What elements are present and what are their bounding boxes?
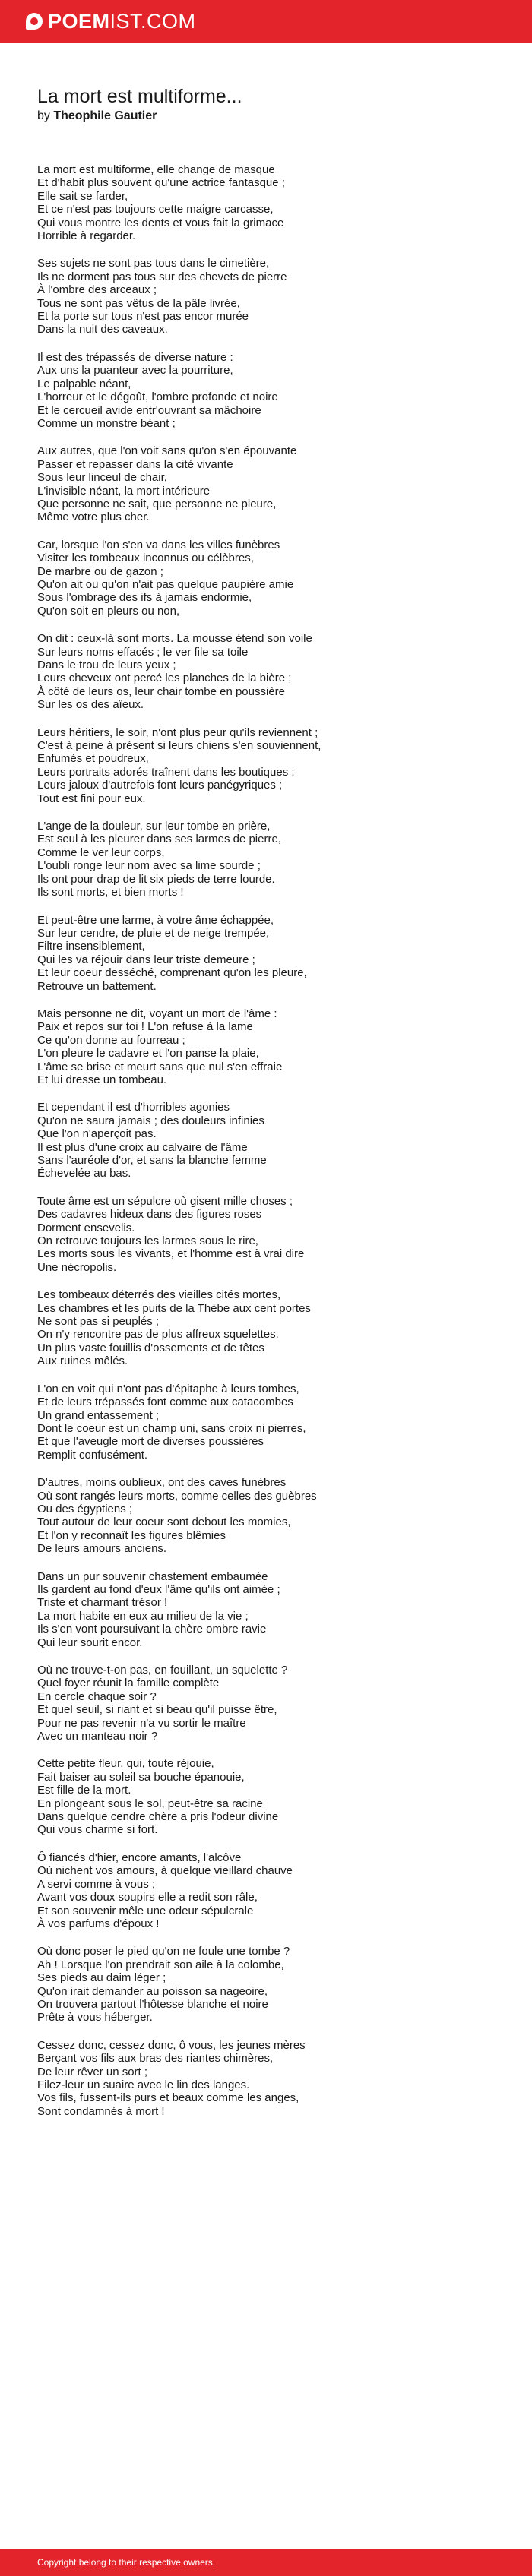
poem-line: Les chambres et les puits de la Thèbe aux cent portes xyxy=(37,1301,311,1315)
poem-line: C'est à peine à présent si leurs chiens s'en souviennent, xyxy=(37,739,321,753)
poem-line: Qui les va réjouir dans leur triste demeure ; xyxy=(37,953,255,966)
poem-line: D'autres, moins oublieux, ont des caves funèbres xyxy=(37,1476,287,1490)
poem-line: Qu'on ait ou qu'on n'ait pas quelque paupière amie xyxy=(37,577,294,591)
stanza xyxy=(37,1476,493,1555)
poem-line: Quel foyer réunit la famille complète xyxy=(37,1677,220,1690)
poem-line: Dans un pur souvenir chastement embaumée xyxy=(37,1569,268,1583)
stanza xyxy=(37,539,493,618)
poem-line: Passer et repasser dans la cité vivante xyxy=(37,457,233,471)
poem-line: Sous leur linceul de chair, xyxy=(37,471,167,485)
byline xyxy=(37,109,493,124)
poem-line: On trouvera partout l'hôtesse blanche et noire xyxy=(37,1997,268,2011)
poem-line: Où ne trouve-t-on pas, en fouillant, un squelette ? xyxy=(37,1664,288,1677)
poem-line: Sous l'ombrage des ifs à jamais endormie, xyxy=(37,591,252,605)
poem-line: À côté de leurs os, leur chair tombe en poussière xyxy=(37,684,286,698)
poem-line: Dont le coeur est un champ uni, sans croix ni pierres, xyxy=(37,1421,306,1435)
poem-line: La mort est multiforme, elle change de masque xyxy=(37,163,275,176)
poem-line: Ne sont pas si peuplés ; xyxy=(37,1315,160,1329)
poem-line: Avec un manteau noir ? xyxy=(37,1730,158,1743)
poem-line: Est seul à les pleurer dans ses larmes de pierre, xyxy=(37,833,281,846)
poem-line: Filtre insensiblement, xyxy=(37,940,145,953)
logo-text-light: IST.COM xyxy=(109,9,196,33)
poem-line: L'oubli ronge leur nom avec sa lime sourde ; xyxy=(37,859,261,873)
speech-bubble-icon xyxy=(26,13,43,30)
poem-line: Paix et repos sur toi ! L'on refuse à la lame xyxy=(37,1020,253,1034)
poem-line: Le palpable néant, xyxy=(37,377,131,390)
poem-line: Qu'on soit en pleurs ou non, xyxy=(37,604,180,618)
poem-line: Fait baiser au soleil sa bouche épanouie, xyxy=(37,1770,245,1784)
poem-line: Triste et charmant trésor ! xyxy=(37,1596,168,1610)
poem-line: Et le cercueil avide entr'ouvrant sa mâchoire xyxy=(37,403,261,417)
poem-line: Et de leurs trépassés font comme aux catacombes xyxy=(37,1395,293,1409)
poem-line: Aux autres, que l'on voit sans qu'on s'en épouvante xyxy=(37,444,297,458)
poem-line: Et leur coeur desséché, comprenant qu'on les pleure, xyxy=(37,966,307,980)
poem-line: L'invisible néant, la mort intérieure xyxy=(37,484,211,498)
poem-line: Il est des trépassés de diverse nature : xyxy=(37,350,233,364)
stanza xyxy=(37,1288,493,1367)
stanza xyxy=(37,1851,493,1930)
poem-line: Dans la nuit des caveaux. xyxy=(37,323,168,337)
stanza xyxy=(37,1945,493,2024)
poem-line: Et cependant il est d'horribles agonies xyxy=(37,1101,230,1114)
stanza xyxy=(37,820,493,899)
stanza xyxy=(37,1664,493,1743)
poem-line: Et que l'aveugle mort de diverses poussières xyxy=(37,1435,264,1449)
poem-line: Elle sait se farder, xyxy=(37,189,128,203)
poem-line: On retrouve toujours les larmes sous le rire, xyxy=(37,1234,258,1248)
stanza xyxy=(37,726,493,805)
site-header xyxy=(0,0,532,43)
byline-prefix: by xyxy=(37,109,50,122)
poem-line: Des cadavres hideux dans des figures roses xyxy=(37,1208,262,1222)
poem-line: Berçant vos fils aux bras des riantes chimères, xyxy=(37,2052,274,2066)
poem-line: Les tombeaux déterrés des vieilles cités mortes, xyxy=(37,1288,281,1302)
poem-line: Retrouve un battement. xyxy=(37,979,157,993)
poem-line: Tous ne sont pas vêtus de la pâle livrée, xyxy=(37,296,240,310)
poem-line: Où nichent vos amours, à quelque vieillard chauve xyxy=(37,1864,293,1878)
poem-line: Pour ne pas revenir n'a vu sortir le maître xyxy=(37,1716,246,1730)
poem-line: Cessez donc, cessez donc, ô vous, les jeunes mères xyxy=(37,2038,306,2052)
stanza xyxy=(37,351,493,430)
poem-line: Sont condamnés à mort ! xyxy=(37,2104,165,2118)
poem-line: De leurs amours anciens. xyxy=(37,1542,167,1556)
poem-line: Leurs portraits adorés traînent dans les boutiques ; xyxy=(37,765,295,779)
poem-line: Sur leurs noms effacés ; le ver file sa toile xyxy=(37,645,249,659)
stanza xyxy=(37,632,493,711)
poem-line: Et la porte sur tous n'est pas encor murée xyxy=(37,310,249,324)
poem-line: Cette petite fleur, qui, toute réjouie, xyxy=(37,1757,214,1771)
poem-line: Leurs cheveux ont percé les planches de la bière ; xyxy=(37,672,292,685)
stanza xyxy=(37,257,493,336)
stanza xyxy=(37,1007,493,1086)
stanza xyxy=(37,2039,493,2118)
poem-line: Ses pieds au daim léger ; xyxy=(37,1971,166,1985)
stanza xyxy=(37,444,493,523)
stanza xyxy=(37,1570,493,1649)
poem-line: Dans quelque cendre chère a pris l'odeur divine xyxy=(37,1810,279,1824)
poem-line: Prête à vous héberger. xyxy=(37,2011,153,2024)
poem-line: L'on en voit qui n'ont pas d'épitaphe à leurs tombes, xyxy=(37,1382,299,1395)
poem-line: Ou des égyptiens ; xyxy=(37,1502,133,1516)
stanza xyxy=(37,1757,493,1836)
poem-line: Et quel seuil, si riant et si beau qu'il puisse être, xyxy=(37,1703,277,1717)
poem-line: En plongeant sous le sol, peut-être sa racine xyxy=(37,1797,263,1810)
poem-line: Un grand entassement ; xyxy=(37,1408,160,1422)
poem-line: On dit : ceux-là sont morts. La mousse étend son voile xyxy=(37,632,312,646)
poem-line: Dans le trou de leurs yeux ; xyxy=(37,659,176,672)
stanza xyxy=(37,163,493,242)
poem-line: Qui vous montre les dents et vous fait la grimace xyxy=(37,216,284,229)
poem-line: À vos parfums d'époux ! xyxy=(37,1917,160,1930)
poem-line: Horrible à regarder. xyxy=(37,229,136,243)
poem-line: Sur leur cendre, de pluie et de neige trempée, xyxy=(37,926,270,940)
poem-line: Mais personne ne dit, voyant un mort de l'âme : xyxy=(37,1007,277,1020)
poem-line: L'horreur et le dégoût, l'ombre profonde et noire xyxy=(37,390,278,404)
poem-line: À l'ombre des arceaux ; xyxy=(37,283,157,297)
poem-line: Les morts sous les vivants, et l'homme est à vrai dire xyxy=(37,1247,305,1261)
poem-line: Comme un monstre béant ; xyxy=(37,416,176,430)
logo-text-bold: POEM xyxy=(48,9,110,33)
stanza xyxy=(37,1195,493,1274)
poem-line: Qu'on irait demander au poisson sa nageoire, xyxy=(37,1984,268,1998)
poem-line: Et ce n'est pas toujours cette maigre carcasse, xyxy=(37,203,274,217)
poem-line: Ils sont morts, et bien morts ! xyxy=(37,886,184,899)
poem-line: Tout autour de leur coeur sont debout les momies, xyxy=(37,1516,291,1529)
poem-line: On n'y rencontre pas de plus affreux squelettes. xyxy=(37,1328,279,1342)
poem-line: L'on pleure le cadavre et l'on panse la plaie, xyxy=(37,1047,259,1060)
poem-line: Sur les os des aïeux. xyxy=(37,698,144,712)
poem-line: Sans l'auréole d'or, et sans la blanche femme xyxy=(37,1154,267,1167)
poem-line: Que l'on n'aperçoit pas. xyxy=(37,1127,157,1141)
poem-line: Il est plus d'une croix au calvaire de l'âme xyxy=(37,1140,248,1154)
poem-line: Ce qu'on donne au fourreau ; xyxy=(37,1033,185,1047)
poem-line: En cercle chaque soir ? xyxy=(37,1689,157,1703)
poem-line: Qui vous charme si fort. xyxy=(37,1823,158,1837)
poem-line: Et d'habit plus souvent qu'une actrice fantasque ; xyxy=(37,176,285,190)
poem-line: Et lui dresse un tombeau. xyxy=(37,1073,167,1086)
poem-line: Et peut-être une larme, à votre âme échappée, xyxy=(37,913,274,927)
poem-line: Une nécropolis. xyxy=(37,1260,117,1274)
poem-line: Visiter les tombeaux inconnus ou célèbres, xyxy=(37,552,254,565)
poem-line: Que personne ne sait, que personne ne pleure, xyxy=(37,497,277,510)
poem-line: Leurs héritiers, le soir, n'ont plus peur qu'ils reviennent ; xyxy=(37,725,318,739)
poem-line: Même votre plus cher. xyxy=(37,510,150,524)
poem-body xyxy=(37,163,493,2118)
poem-content xyxy=(37,85,493,2132)
poem-line: Vos fils, fussent-ils purs et beaux comme les anges, xyxy=(37,2091,299,2105)
poem-line: Tout est fini pour eux. xyxy=(37,792,146,805)
poem-line: Où donc poser le pied qu'on ne foule une tombe ? xyxy=(37,1945,290,1958)
poem-line: Ils gardent au fond d'eux l'âme qu'ils ont aimée ; xyxy=(37,1582,280,1596)
author-link[interactable]: Theophile Gautier xyxy=(53,109,157,122)
poem-line: Toute âme est un sépulcre où gisent mille choses ; xyxy=(37,1194,293,1208)
poem-line: Car, lorsque l'on s'en va dans les villes funèbres xyxy=(37,538,280,552)
site-footer xyxy=(0,2549,532,2576)
poem-line: Qu'on ne saura jamais ; des douleurs infinies xyxy=(37,1114,264,1127)
poem-line: L'ange de la douleur, sur leur tombe en prière, xyxy=(37,820,271,833)
poem-line: Échevelée au bas. xyxy=(37,1167,131,1181)
poem-line: Un plus vaste fouillis d'ossements et de têtes xyxy=(37,1341,264,1354)
poem-line: Remplit confusément. xyxy=(37,1448,148,1462)
poem-line: Leurs jaloux d'autrefois font leurs panégyriques ; xyxy=(37,779,283,792)
poem-line: L'âme se brise et meurt sans que nul s'en effraie xyxy=(37,1060,283,1073)
poem-line: Enfumés et poudreux, xyxy=(37,752,149,766)
poem-line: Ils ont pour drap de lit six pieds de terre lourde. xyxy=(37,872,275,886)
poem-line: Ils ne dorment pas tous sur des chevets de pierre xyxy=(37,270,287,283)
poem-line: Dorment ensevelis. xyxy=(37,1221,135,1234)
stanza xyxy=(37,1383,493,1462)
stanza xyxy=(37,914,493,993)
poem-line: Comme le ver leur corps, xyxy=(37,845,165,859)
site-logo[interactable] xyxy=(26,9,196,33)
poem-title: La mort est multiforme... xyxy=(37,86,242,107)
poem-line: Ses sujets ne sont pas tous dans le cimetière, xyxy=(37,257,270,270)
poem-line: Aux ruines mêlés. xyxy=(37,1354,128,1368)
poem-line: Ils s'en vont poursuivant la chère ombre ravie xyxy=(37,1623,267,1636)
poem-line: Où sont rangés leurs morts, comme celles des guèbres xyxy=(37,1489,317,1503)
poem-line: Aux uns la puanteur avec la pourriture, xyxy=(37,364,233,378)
poem-line: Et l'on y reconnaît les figures blêmies xyxy=(37,1528,226,1542)
poem-line: De leur rêver un sort ; xyxy=(37,2065,148,2078)
poem-line: Avant vos doux soupirs elle a redit son râle, xyxy=(37,1891,258,1904)
poem-line: Filez-leur un suaire avec le lin des langes. xyxy=(37,2078,250,2091)
copyright-text: Copyright belong to their respective owners. xyxy=(37,2557,216,2568)
poem-line: Et son souvenir mêle une odeur sépulcrale xyxy=(37,1904,254,1917)
poem-line: Est fille de la mort. xyxy=(37,1784,131,1797)
poem-line: La mort habite en eux au milieu de la vie ; xyxy=(37,1609,249,1623)
poem-line: Ô fiancés d'hier, encore amants, l'alcôve xyxy=(37,1851,242,1864)
poem-line: Ah ! Lorsque l'on prendrait son aile à la colombe, xyxy=(37,1958,284,1971)
poem-line: Qui leur sourit encor. xyxy=(37,1636,143,1649)
poem-line: De marbre ou de gazon ; xyxy=(37,564,163,578)
poem-line: A servi comme à vous ; xyxy=(37,1877,156,1891)
stanza xyxy=(37,1101,493,1180)
